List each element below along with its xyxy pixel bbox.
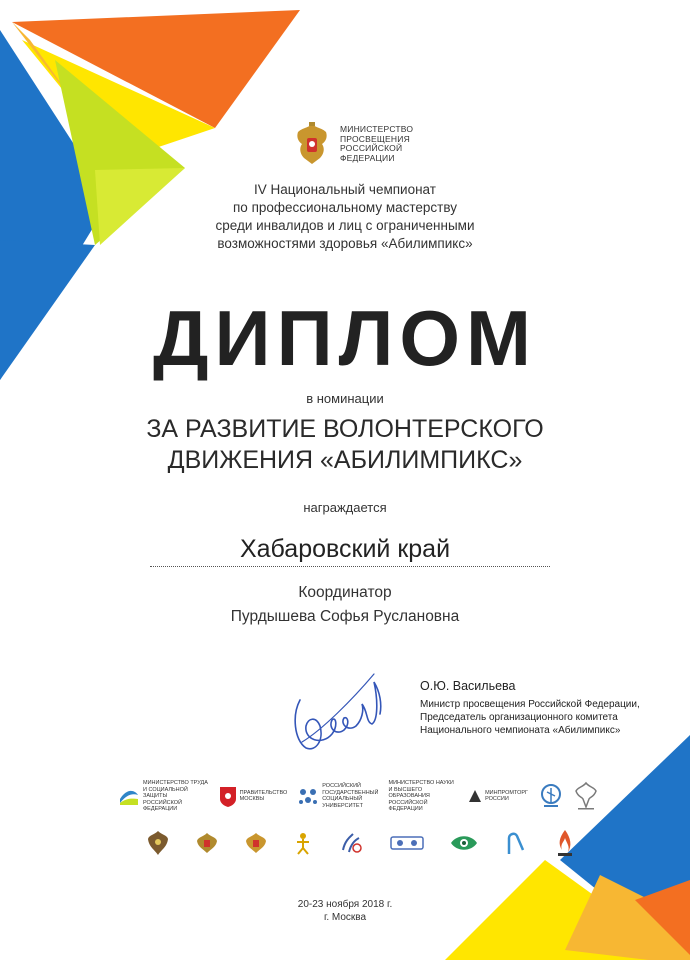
rgsu-logo-icon: [297, 785, 319, 807]
partner-logo: [538, 782, 564, 810]
minpromtorg-logo-icon: [468, 789, 482, 803]
paralympic-logo-icon: [339, 830, 365, 856]
partner-logo: [219, 785, 288, 807]
signatory-position-line: Национального чемпионата «Абилимпикс»: [420, 725, 621, 736]
emblem-1-logo-icon: [146, 829, 170, 857]
sport-logo-icon: [292, 830, 314, 856]
event-city: г. Москва: [323, 912, 367, 923]
championship-line: IV Национальный чемпионат: [254, 182, 436, 197]
championship-line: среди инвалидов и лиц с ограниченными: [215, 218, 475, 233]
event-footer: [0, 898, 690, 924]
partner-logo-text: МИНИСТЕРСТВО ТРУДА И СОЦИАЛЬНОЙ ЗАЩИТЫ РОССИЙСКОЙ ФЕДЕРАЦИИ: [143, 780, 208, 812]
ministry-labor-logo-icon: [118, 785, 140, 807]
partner-logos-row-1: [118, 780, 598, 813]
handwritten-signature: [282, 660, 402, 760]
partner-logo-text: МИНИСТЕРСТВО НАУКИ И ВЫСШЕГО ОБРАЗОВАНИЯ РОССИЙСКОЙ ФЕДЕРАЦИИ: [388, 780, 454, 812]
flame-logo-icon: [554, 828, 576, 858]
partner-logo-text: МИНПРОМТОРГ РОССИИ: [485, 789, 528, 803]
ministry-education-emblem-logo-icon: [244, 831, 268, 855]
nomination-label: в номинации: [306, 391, 384, 406]
partner-logo: [389, 780, 459, 813]
nomination-line: ЗА РАЗВИТИЕ ВОЛОНТЕРСКОГО: [146, 415, 544, 443]
coat-of-arms-icon: [290, 120, 334, 168]
partner-logo: [297, 783, 378, 809]
recipient-person: Пурдышева Софья Руслановна: [230, 608, 460, 625]
eagle-emblem-logo-icon: [574, 781, 598, 811]
ministry-name: МИНИСТЕРСТВО ПРОСВЕЩЕНИЯ РОССИЙСКОЙ ФЕДЕРАЦИИ: [340, 124, 414, 163]
championship-title: [0, 181, 690, 253]
eye-logo-icon: [449, 832, 479, 854]
partner-logo-text: ПРАВИТЕЛЬСТВО МОСКВЫ: [239, 789, 288, 803]
emblem-2-logo-icon: [195, 831, 219, 855]
signatory-position-line: Министр просвещения Российской Федерации,: [420, 699, 640, 710]
partner-logo: [574, 781, 598, 811]
ministry-header: [290, 118, 450, 170]
partner-logo: [468, 789, 528, 803]
championship-line: возможностями здоровья «Абилимпикс»: [217, 236, 473, 251]
awarded-label: награждается: [303, 500, 387, 515]
recipient-role: Координатор: [298, 584, 392, 601]
diploma-title: ДИПЛОМ: [152, 294, 538, 382]
signatory-position: [420, 698, 640, 737]
vos-logo-icon: [390, 833, 424, 853]
recipient-underline: [150, 566, 550, 567]
nomination-line: ДВИЖЕНИЯ «АБИЛИМПИКС»: [167, 446, 523, 474]
partner-logo: [118, 780, 209, 813]
partner-logo-text: РОССИЙСКИЙ ГОСУДАРСТВЕННЫЙ СОЦИАЛЬНЫЙ УНИВЕРСИТЕТ: [322, 783, 379, 809]
event-dates: 20-23 ноября 2018 г.: [297, 899, 393, 910]
championship-line: по профессиональному мастерству: [233, 200, 457, 215]
moscow-government-logo-icon: [219, 785, 237, 807]
ministry-health-logo-icon: [538, 782, 564, 810]
signatory-name: О.Ю. Васильева: [420, 679, 516, 693]
signatory-position-line: Председатель организационного комитета: [420, 712, 618, 723]
recipient-name: Хабаровский край: [239, 535, 451, 563]
partner-logos-row-2: [146, 828, 576, 858]
nomination-title: [0, 414, 690, 476]
deaf-society-logo-icon: [503, 830, 529, 856]
